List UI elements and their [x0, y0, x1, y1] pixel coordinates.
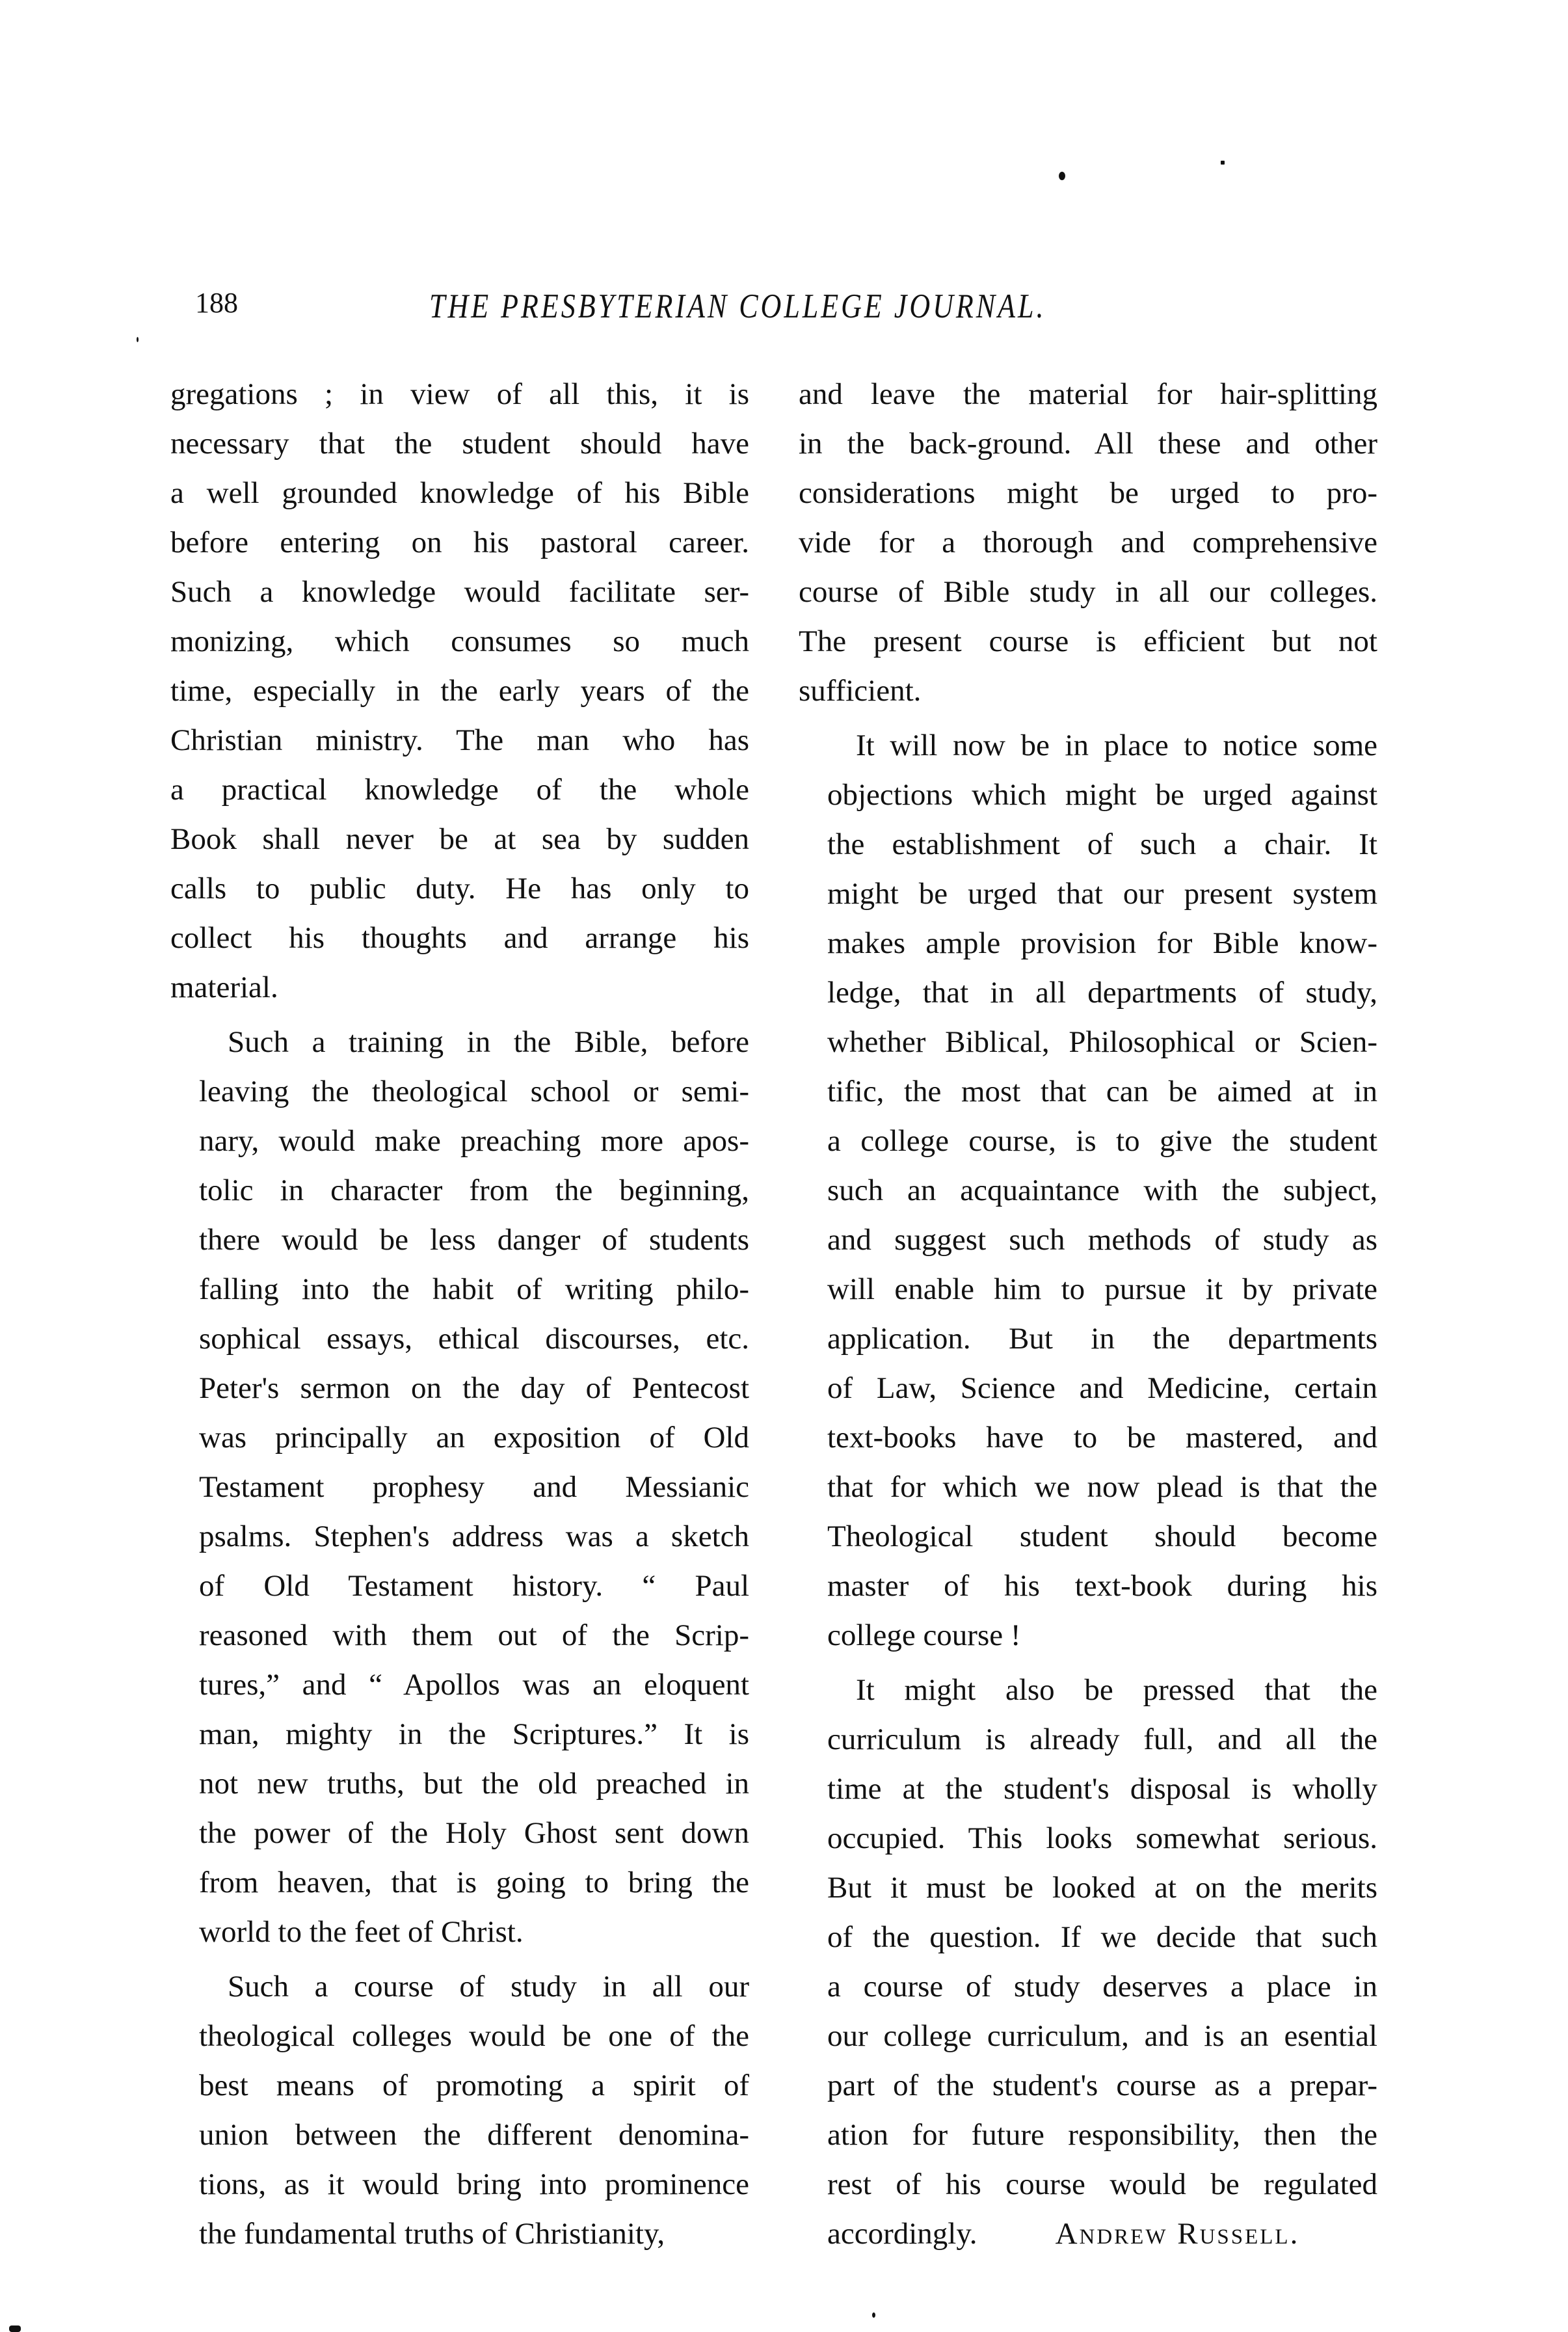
text-line: before entering on his pastoral career. — [170, 526, 749, 559]
text-line: course of Bible study in all our colleges. — [799, 575, 1377, 609]
text-line: Christian ministry. The man who has — [170, 723, 749, 757]
print-speck — [1059, 172, 1065, 180]
text-line: the power of the Holy Ghost sent down — [199, 1816, 749, 1850]
text-line: time at the student's disposal is wholly — [827, 1772, 1377, 1806]
text-line: Peter's sermon on the day of Pentecost — [199, 1371, 749, 1405]
text-line: in the back-ground. All these and other — [799, 427, 1377, 461]
text-line: world to the feet of Christ. — [199, 1915, 524, 1949]
text-line: of Old Testament history. “ Paul — [199, 1569, 749, 1603]
text-line: ation for future responsibility, then the — [827, 2118, 1377, 2152]
print-speck — [137, 337, 139, 342]
text-line: will enable him to pursue it by private — [827, 1272, 1377, 1306]
right-column — [799, 369, 1377, 2264]
text-line: Theological student should become — [827, 1520, 1377, 1553]
text-line: a college course, is to give the student — [827, 1124, 1377, 1158]
text-line: Such a course of study in all our — [228, 1970, 749, 2004]
text-line: It might also be pressed that the — [856, 1673, 1377, 1707]
text-line: rest of his course would be regulated — [827, 2167, 1377, 2201]
text-line: master of his text-book during his — [827, 1569, 1377, 1603]
text-line: tific, the most that can be aimed at in — [827, 1075, 1377, 1108]
text-line: vide for a thorough and comprehensive — [799, 526, 1377, 559]
text-line: union between the different denomina- — [199, 2118, 749, 2152]
text-line: accordingly. Andrew Russell. — [827, 2217, 1300, 2251]
text-line: objections which might be urged against — [827, 778, 1377, 812]
text-line: was principally an exposition of Old — [199, 1421, 749, 1454]
text-line: theological colleges would be one of the — [199, 2019, 749, 2053]
text-line: tions, as it would bring into prominence — [199, 2167, 749, 2201]
print-speck — [9, 2325, 21, 2332]
text-line: makes ample provision for Bible know- — [827, 926, 1377, 960]
paragraph — [799, 369, 1377, 716]
text-line: our college curriculum, and is an esential — [827, 2019, 1377, 2053]
paragraph — [799, 721, 1377, 1660]
running-title: THE PRESBYTERIAN COLLEGE JOURNAL. — [429, 287, 1046, 325]
text-line: text-books have to be mastered, and — [827, 1421, 1377, 1454]
text-line: and leave the material for hair-splitting — [799, 377, 1377, 411]
text-line: such an acquaintance with the subject, — [827, 1173, 1377, 1207]
text-line: falling into the habit of writing philo- — [199, 1272, 749, 1306]
text-line: Book shall never be at sea by sudden — [170, 822, 749, 856]
text-line: of Law, Science and Medicine, certain — [827, 1371, 1377, 1405]
text-line: necessary that the student should have — [170, 427, 749, 461]
text-line: time, especially in the early years of the — [170, 674, 749, 708]
text-line: It will now be in place to notice some — [856, 729, 1377, 762]
text-line: the fundamental truths of Christianity, — [199, 2217, 665, 2251]
text-line: a course of study deserves a place in — [827, 1970, 1377, 2004]
paragraph — [170, 1962, 749, 2258]
text-line: best means of promoting a spirit of — [199, 2069, 749, 2102]
text-line: there would be less danger of students — [199, 1223, 749, 1257]
text-line: But it must be looked at on the merits — [827, 1871, 1377, 1905]
paragraph — [170, 369, 749, 1012]
text-line: occupied. This looks somewhat serious. — [827, 1821, 1377, 1855]
author-signature: Andrew Russell. — [1055, 2217, 1300, 2251]
text-line: college course ! — [827, 1618, 1021, 1652]
print-speck — [1221, 161, 1225, 165]
text-line: curriculum is already full, and all the — [827, 1722, 1377, 1756]
text-line: and suggest such methods of study as — [827, 1223, 1377, 1257]
text-line: psalms. Stephen's address was a sketch — [199, 1520, 749, 1553]
left-column — [170, 369, 749, 2264]
text-line: whether Biblical, Philosophical or Scien- — [827, 1025, 1377, 1059]
text-line: a practical knowledge of the whole — [170, 773, 749, 807]
text-line: application. But in the departments — [827, 1322, 1377, 1356]
text-line: not new truths, but the old preached in — [199, 1767, 749, 1801]
paragraph — [170, 1017, 749, 1957]
text-line: leaving the theological school or semi- — [199, 1075, 749, 1108]
text-line: tolic in character from the beginning, — [199, 1173, 749, 1207]
text-line: considerations might be urged to pro- — [799, 476, 1377, 510]
text-line: Testament prophesy and Messianic — [199, 1470, 749, 1504]
text-line: part of the student's course as a prepar- — [827, 2069, 1377, 2102]
text-line: of the question. If we decide that such — [827, 1920, 1377, 1954]
text-line: nary, would make preaching more apos- — [199, 1124, 749, 1158]
page-number: 188 — [195, 287, 238, 319]
text-line: a well grounded knowledge of his Bible — [170, 476, 749, 510]
text-line: Such a knowledge would facilitate ser- — [170, 575, 749, 609]
text-line: sophical essays, ethical discourses, etc. — [199, 1322, 749, 1356]
text-line: material. — [170, 971, 278, 1004]
text-line: sufficient. — [799, 674, 922, 708]
text-line: man, mighty in the Scriptures.” It is — [199, 1717, 749, 1751]
text-line: from heaven, that is going to bring the — [199, 1866, 749, 1899]
text-line: collect his thoughts and arrange his — [170, 921, 749, 955]
text-line: that for which we now plead is that the — [827, 1470, 1377, 1504]
text-line: reasoned with them out of the Scrip- — [199, 1618, 749, 1652]
text-line: calls to public duty. He has only to — [170, 872, 749, 905]
text-line: The present course is efficient but not — [799, 624, 1377, 658]
paragraph — [799, 1665, 1377, 2258]
text-line: ledge, that in all departments of study, — [827, 976, 1377, 1010]
text-line: monizing, which consumes so much — [170, 624, 749, 658]
print-speck — [872, 2312, 875, 2318]
text-line: Such a training in the Bible, before — [228, 1025, 749, 1059]
text-line: tures,” and “ Apollos was an eloquent — [199, 1668, 749, 1702]
text-line: might be urged that our present system — [827, 877, 1377, 911]
text-line: gregations ; in view of all this, it is — [170, 377, 749, 411]
text-line: the establishment of such a chair. It — [827, 827, 1377, 861]
